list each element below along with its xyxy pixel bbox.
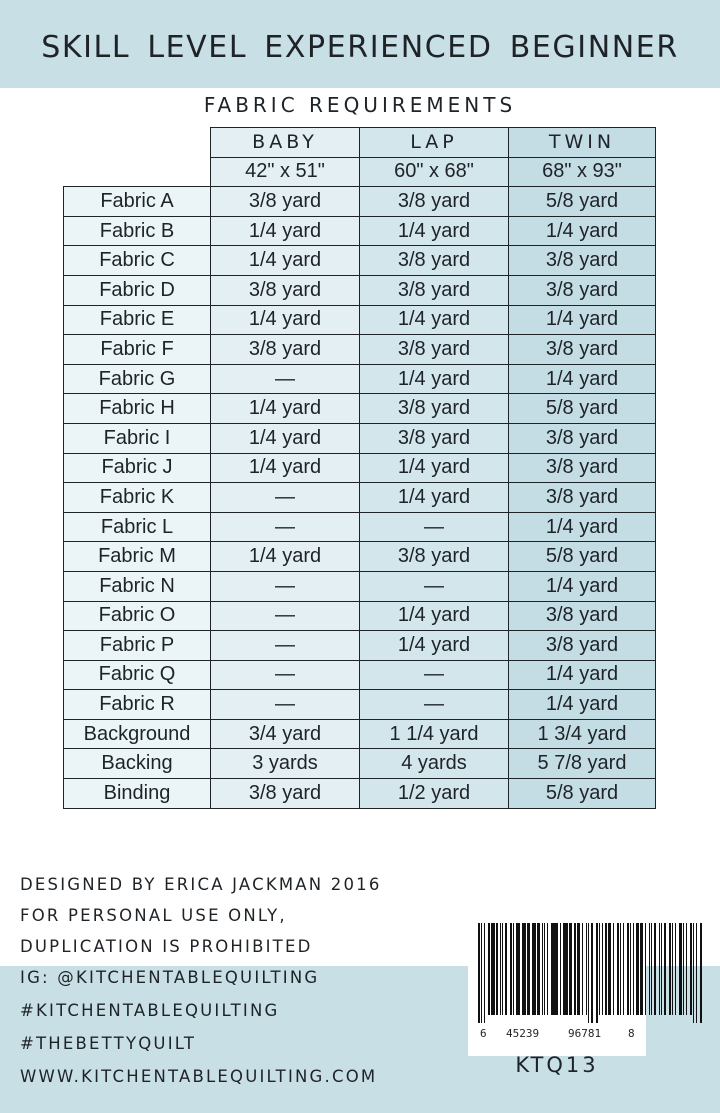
fabric-row xyxy=(64,246,656,276)
barcode-bar xyxy=(669,923,671,1015)
yardage-twin: 1/4 yard xyxy=(509,571,656,601)
yardage-lap: 3/8 yard xyxy=(360,187,509,217)
yardage-baby: — xyxy=(211,571,360,601)
column-size-lap: 60" x 68" xyxy=(360,157,509,187)
fabric-row xyxy=(64,364,656,394)
size-dimension-row xyxy=(64,157,656,187)
yardage-twin: 3/8 yard xyxy=(509,246,656,276)
barcode-bar xyxy=(582,923,583,1015)
fabric-row xyxy=(64,660,656,690)
yardage-lap: 3/8 yard xyxy=(360,246,509,276)
column-header-twin: TWIN xyxy=(509,128,656,158)
barcode-bar xyxy=(522,923,523,1015)
fabric-row xyxy=(64,779,656,809)
fabric-row xyxy=(64,601,656,631)
fabric-row xyxy=(64,305,656,335)
fabric-row xyxy=(64,453,656,483)
barcode-bar xyxy=(693,923,694,1023)
yardage-baby: 1/4 yard xyxy=(211,216,360,246)
yardage-baby: — xyxy=(211,483,360,513)
barcode-digits xyxy=(478,1027,638,1043)
yardage-baby: 3/8 yard xyxy=(211,187,360,217)
barcode-bar xyxy=(690,923,692,1015)
column-header-lap: LAP xyxy=(360,128,509,158)
yardage-baby: — xyxy=(211,631,360,661)
fabric-row xyxy=(64,423,656,453)
yardage-twin: 5/8 yard xyxy=(509,779,656,809)
yardage-twin: 5/8 yard xyxy=(509,187,656,217)
barcode-bar xyxy=(675,923,676,1015)
yardage-baby: — xyxy=(211,660,360,690)
barcode-bar xyxy=(630,923,631,1015)
yardage-lap: 3/8 yard xyxy=(360,542,509,572)
barcode-bar xyxy=(640,923,643,1015)
fabric-row xyxy=(64,571,656,601)
fabric-row xyxy=(64,690,656,720)
barcode-bar xyxy=(478,923,480,1023)
barcode-bar xyxy=(659,923,660,1015)
yardage-lap: — xyxy=(360,512,509,542)
barcode xyxy=(468,913,646,1056)
barcode-bar xyxy=(686,923,687,1015)
yardage-baby: 3/8 yard xyxy=(211,275,360,305)
yardage-lap: 1/4 yard xyxy=(360,631,509,661)
yardage-twin: 1/4 yard xyxy=(509,690,656,720)
barcode-bar xyxy=(488,923,490,1015)
fabric-row xyxy=(64,512,656,542)
product-code: KTQ13 xyxy=(515,1053,599,1077)
column-size-twin: 68" x 93" xyxy=(509,157,656,187)
fabric-row xyxy=(64,483,656,513)
barcode-digit-check: 8 xyxy=(628,1027,635,1040)
yardage-baby: 3/8 yard xyxy=(211,335,360,365)
barcode-bar xyxy=(527,923,529,1015)
barcode-bar xyxy=(524,923,525,1015)
yardage-lap: 1/4 yard xyxy=(360,305,509,335)
yardage-baby: 1/4 yard xyxy=(211,305,360,335)
hashtag-kitchentablequilting: #KITCHENTABLEQUILTING xyxy=(20,1001,280,1020)
yardage-twin: 3/8 yard xyxy=(509,335,656,365)
yardage-twin: 5/8 yard xyxy=(509,542,656,572)
barcode-bar xyxy=(651,923,652,1015)
barcode-bar xyxy=(560,923,561,1015)
barcode-bar xyxy=(672,923,673,1015)
barcode-bar xyxy=(683,923,684,1015)
barcode-bar xyxy=(532,923,533,1015)
barcode-bar xyxy=(569,923,571,1015)
column-size-baby: 42" x 51" xyxy=(211,157,360,187)
barcode-bar xyxy=(505,923,507,1015)
barcode-bar xyxy=(513,923,514,1015)
yardage-twin: 1/4 yard xyxy=(509,660,656,690)
yardage-lap: 1/4 yard xyxy=(360,483,509,513)
yardage-baby: 1/4 yard xyxy=(211,453,360,483)
yardage-twin: 1/4 yard xyxy=(509,305,656,335)
fabric-label: Fabric I xyxy=(64,423,211,453)
yardage-lap: — xyxy=(360,571,509,601)
fabric-label: Fabric K xyxy=(64,483,211,513)
fabric-label: Fabric C xyxy=(64,246,211,276)
barcode-bar xyxy=(633,923,634,1015)
barcode-bar xyxy=(588,923,589,1023)
website-url: WWW.KITCHENTABLEQUILTING.COM xyxy=(20,1067,378,1086)
barcode-bar xyxy=(481,923,482,1023)
fabric-label: Fabric Q xyxy=(64,660,211,690)
fabric-requirements-table xyxy=(63,127,656,809)
yardage-baby: 1/4 yard xyxy=(211,394,360,424)
fabric-label: Fabric A xyxy=(64,187,211,217)
size-name-row xyxy=(64,128,656,158)
fabric-label: Fabric R xyxy=(64,690,211,720)
yardage-twin: 1/4 yard xyxy=(509,216,656,246)
yardage-lap: 1/4 yard xyxy=(360,364,509,394)
barcode-bar xyxy=(627,923,629,1015)
barcode-bar xyxy=(547,923,548,1015)
yardage-twin: 1 3/4 yard xyxy=(509,719,656,749)
yardage-twin: 5/8 yard xyxy=(509,394,656,424)
yardage-lap: 1/4 yard xyxy=(360,453,509,483)
barcode-bar xyxy=(596,923,598,1023)
yardage-baby: 3/4 yard xyxy=(211,719,360,749)
requirements-body xyxy=(64,187,656,808)
fabric-label: Fabric O xyxy=(64,601,211,631)
fabric-row xyxy=(64,631,656,661)
fabric-row xyxy=(64,719,656,749)
fabric-label: Backing xyxy=(64,749,211,779)
fabric-label: Fabric G xyxy=(64,364,211,394)
barcode-digit-left-group: 45239 xyxy=(506,1027,540,1040)
blank-corner xyxy=(64,157,211,187)
yardage-lap: 4 yards xyxy=(360,749,509,779)
barcode-bars xyxy=(478,923,638,1023)
yardage-twin: 5 7/8 yard xyxy=(509,749,656,779)
fabric-label: Fabric P xyxy=(64,631,211,661)
header-band xyxy=(0,0,720,88)
hashtag-thebettyquilt: #THEBETTYQUILT xyxy=(20,1034,197,1053)
barcode-bar xyxy=(679,923,682,1015)
barcode-bar xyxy=(516,923,519,1015)
fabric-label: Background xyxy=(64,719,211,749)
barcode-bar xyxy=(617,923,619,1015)
yardage-twin: 3/8 yard xyxy=(509,275,656,305)
barcode-bar xyxy=(608,923,611,1015)
barcode-bar xyxy=(700,923,702,1023)
designer-credit: DESIGNED BY ERICA JACKMAN 2016 xyxy=(20,875,382,894)
fabric-row xyxy=(64,542,656,572)
barcode-digit-leading: 6 xyxy=(480,1027,487,1040)
yardage-lap: 3/8 yard xyxy=(360,275,509,305)
yardage-baby: 3 yards xyxy=(211,749,360,779)
yardage-lap: 3/8 yard xyxy=(360,423,509,453)
barcode-bar xyxy=(496,923,497,1015)
yardage-baby: — xyxy=(211,690,360,720)
yardage-lap: 3/8 yard xyxy=(360,335,509,365)
yardage-twin: 3/8 yard xyxy=(509,453,656,483)
yardage-lap: 1/2 yard xyxy=(360,779,509,809)
fabric-row xyxy=(64,275,656,305)
yardage-baby: 1/4 yard xyxy=(211,246,360,276)
yardage-lap: 1/4 yard xyxy=(360,216,509,246)
yardage-baby: 3/8 yard xyxy=(211,779,360,809)
barcode-bar xyxy=(484,923,485,1023)
barcode-bar xyxy=(613,923,614,1015)
yardage-lap: — xyxy=(360,660,509,690)
yardage-lap: 1 1/4 yard xyxy=(360,719,509,749)
barcode-bar xyxy=(551,923,554,1015)
barcode-bar xyxy=(565,923,567,1015)
barcode-bar xyxy=(649,923,650,1015)
yardage-baby: 1/4 yard xyxy=(211,423,360,453)
barcode-bar xyxy=(577,923,580,1015)
barcode-bar xyxy=(664,923,666,1015)
barcode-bar xyxy=(623,923,624,1015)
fabric-row xyxy=(64,394,656,424)
yardage-baby: — xyxy=(211,512,360,542)
yardage-twin: 3/8 yard xyxy=(509,423,656,453)
fabric-label: Fabric L xyxy=(64,512,211,542)
barcode-bar xyxy=(586,923,587,1015)
barcode-bar xyxy=(542,923,543,1015)
barcode-bar xyxy=(654,923,656,1015)
fabric-label: Fabric E xyxy=(64,305,211,335)
barcode-bar xyxy=(591,923,593,1023)
skill-level-heading: SKILL LEVEL EXPERIENCED BEGINNER xyxy=(41,30,679,65)
yardage-lap: 3/8 yard xyxy=(360,394,509,424)
yardage-twin: 1/4 yard xyxy=(509,512,656,542)
yardage-baby: — xyxy=(211,601,360,631)
yardage-twin: 3/8 yard xyxy=(509,483,656,513)
blank-corner xyxy=(64,128,211,158)
fabric-row xyxy=(64,216,656,246)
barcode-bar xyxy=(537,923,539,1015)
fabric-label: Fabric H xyxy=(64,394,211,424)
fabric-label: Fabric B xyxy=(64,216,211,246)
yardage-baby: 1/4 yard xyxy=(211,542,360,572)
barcode-bar xyxy=(563,923,564,1015)
barcode-bar xyxy=(661,923,662,1015)
fabric-row xyxy=(64,187,656,217)
barcode-bar xyxy=(620,923,621,1015)
barcode-bar xyxy=(491,923,494,1015)
yardage-twin: 1/4 yard xyxy=(509,364,656,394)
yardage-lap: — xyxy=(360,690,509,720)
instagram-handle: IG: @KITCHENTABLEQUILTING xyxy=(20,968,320,987)
fabric-label: Binding xyxy=(64,779,211,809)
barcode-bar xyxy=(555,923,557,1015)
yardage-twin: 3/8 yard xyxy=(509,631,656,661)
barcode-bar xyxy=(645,923,646,1015)
fabric-row xyxy=(64,749,656,779)
barcode-bar xyxy=(534,923,535,1015)
yardage-twin: 3/8 yard xyxy=(509,601,656,631)
barcode-bar xyxy=(500,923,501,1015)
fabric-label: Fabric N xyxy=(64,571,211,601)
barcode-bar xyxy=(599,923,600,1015)
fabric-row xyxy=(64,335,656,365)
fabric-label: Fabric M xyxy=(64,542,211,572)
duplication-note: DUPLICATION IS PROHIBITED xyxy=(20,937,313,956)
barcode-bar xyxy=(605,923,606,1015)
barcode-bar xyxy=(696,923,697,1023)
barcode-bar xyxy=(574,923,575,1015)
personal-use-note: FOR PERSONAL USE ONLY, xyxy=(20,906,287,925)
yardage-baby: — xyxy=(211,364,360,394)
yardage-lap: 1/4 yard xyxy=(360,601,509,631)
fabric-requirements-title: FABRIC REQUIREMENTS xyxy=(203,93,517,117)
column-header-baby: BABY xyxy=(211,128,360,158)
fabric-label: Fabric F xyxy=(64,335,211,365)
barcode-bar xyxy=(544,923,545,1015)
barcode-bar xyxy=(502,923,503,1015)
barcode-bar xyxy=(602,923,603,1015)
fabric-label: Fabric D xyxy=(64,275,211,305)
barcode-digit-right-group: 96781 xyxy=(568,1027,602,1040)
fabric-label: Fabric J xyxy=(64,453,211,483)
barcode-bar xyxy=(636,923,638,1015)
barcode-bar xyxy=(510,923,512,1015)
